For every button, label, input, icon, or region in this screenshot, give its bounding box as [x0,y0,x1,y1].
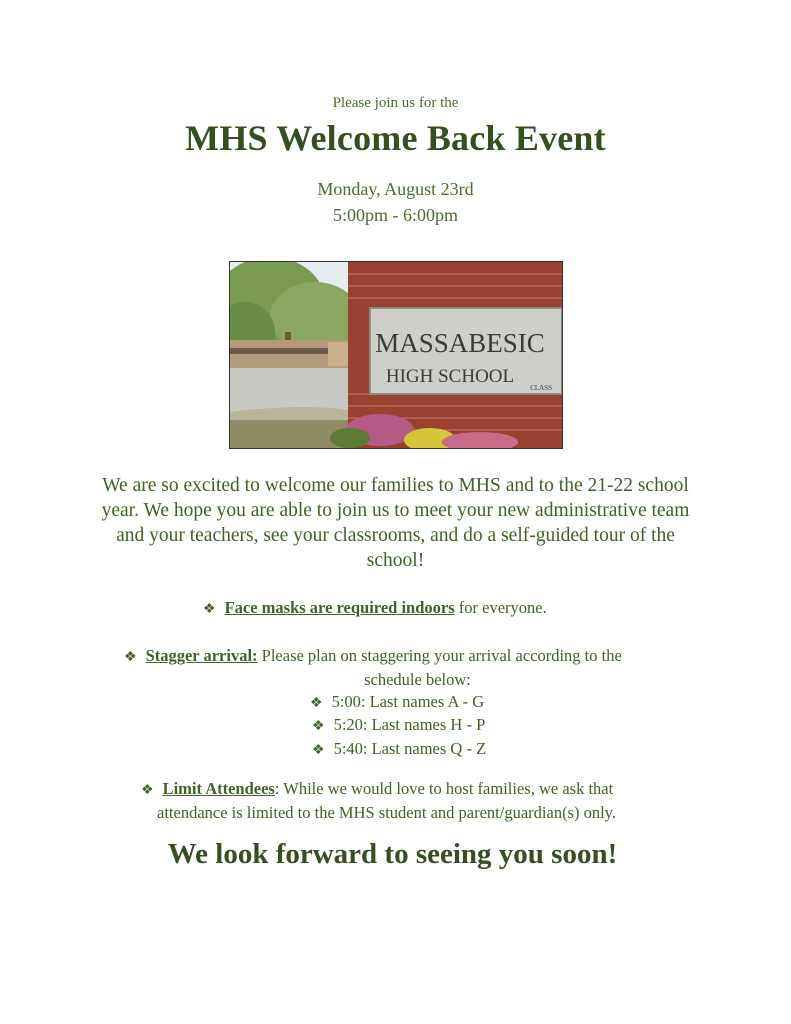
limit-rest-line2: attendance is limited to the MHS student and parent/guardian(s) only. [157,803,616,822]
bullet-icon: ❖ [141,783,154,798]
schedule-item: ❖ 5:40: Last names Q - Z [312,739,487,758]
bullet-icon: ❖ [203,602,216,617]
stagger-key: Stagger arrival: [145,646,258,665]
bullet-icon: ❖ [312,719,325,734]
bullet-icon: ❖ [124,650,137,665]
stagger-rest-line2: schedule below: [364,670,471,689]
masks-rest: for everyone. [454,598,547,617]
sign-text-line1: MASSABESIC [375,328,545,358]
stagger-rest: Please plan on staggering your arrival according to the [257,646,622,665]
masks-bullet [203,598,547,618]
sign-small-text: CLASS [530,384,552,392]
event-title: MHS Welcome Back Event [185,118,606,158]
closing-text: We look forward to seeing you soon! [167,838,618,870]
event-date: Monday, August 23rd [317,179,474,199]
limit-bullet [141,779,613,799]
intro-text: Please join us for the [332,95,459,111]
masks-key: Face masks are required indoors [224,598,455,617]
welcome-paragraph: We are so excited to welcome our families to MHS and to the 21-22 school year. We hope you are able to join us to meet your new administrative team and your teachers, see your classrooms, and do a self-guided tour of the school! [101,475,690,571]
bullet-icon: ❖ [310,696,323,711]
sign-text-line2: HIGH SCHOOL [385,366,515,387]
limit-rest: : While we would love to host families, we ask that [274,779,614,798]
stagger-bullet [124,646,622,666]
school-sign-photo [229,261,563,449]
limit-key: Limit Attendees [162,779,275,798]
schedule-item: ❖ 5:20: Last names H - P [312,715,486,734]
bullet-icon: ❖ [312,743,325,758]
schedule-item: ❖ 5:00: Last names A - G [310,692,485,711]
event-time: 5:00pm - 6:00pm [333,205,458,225]
